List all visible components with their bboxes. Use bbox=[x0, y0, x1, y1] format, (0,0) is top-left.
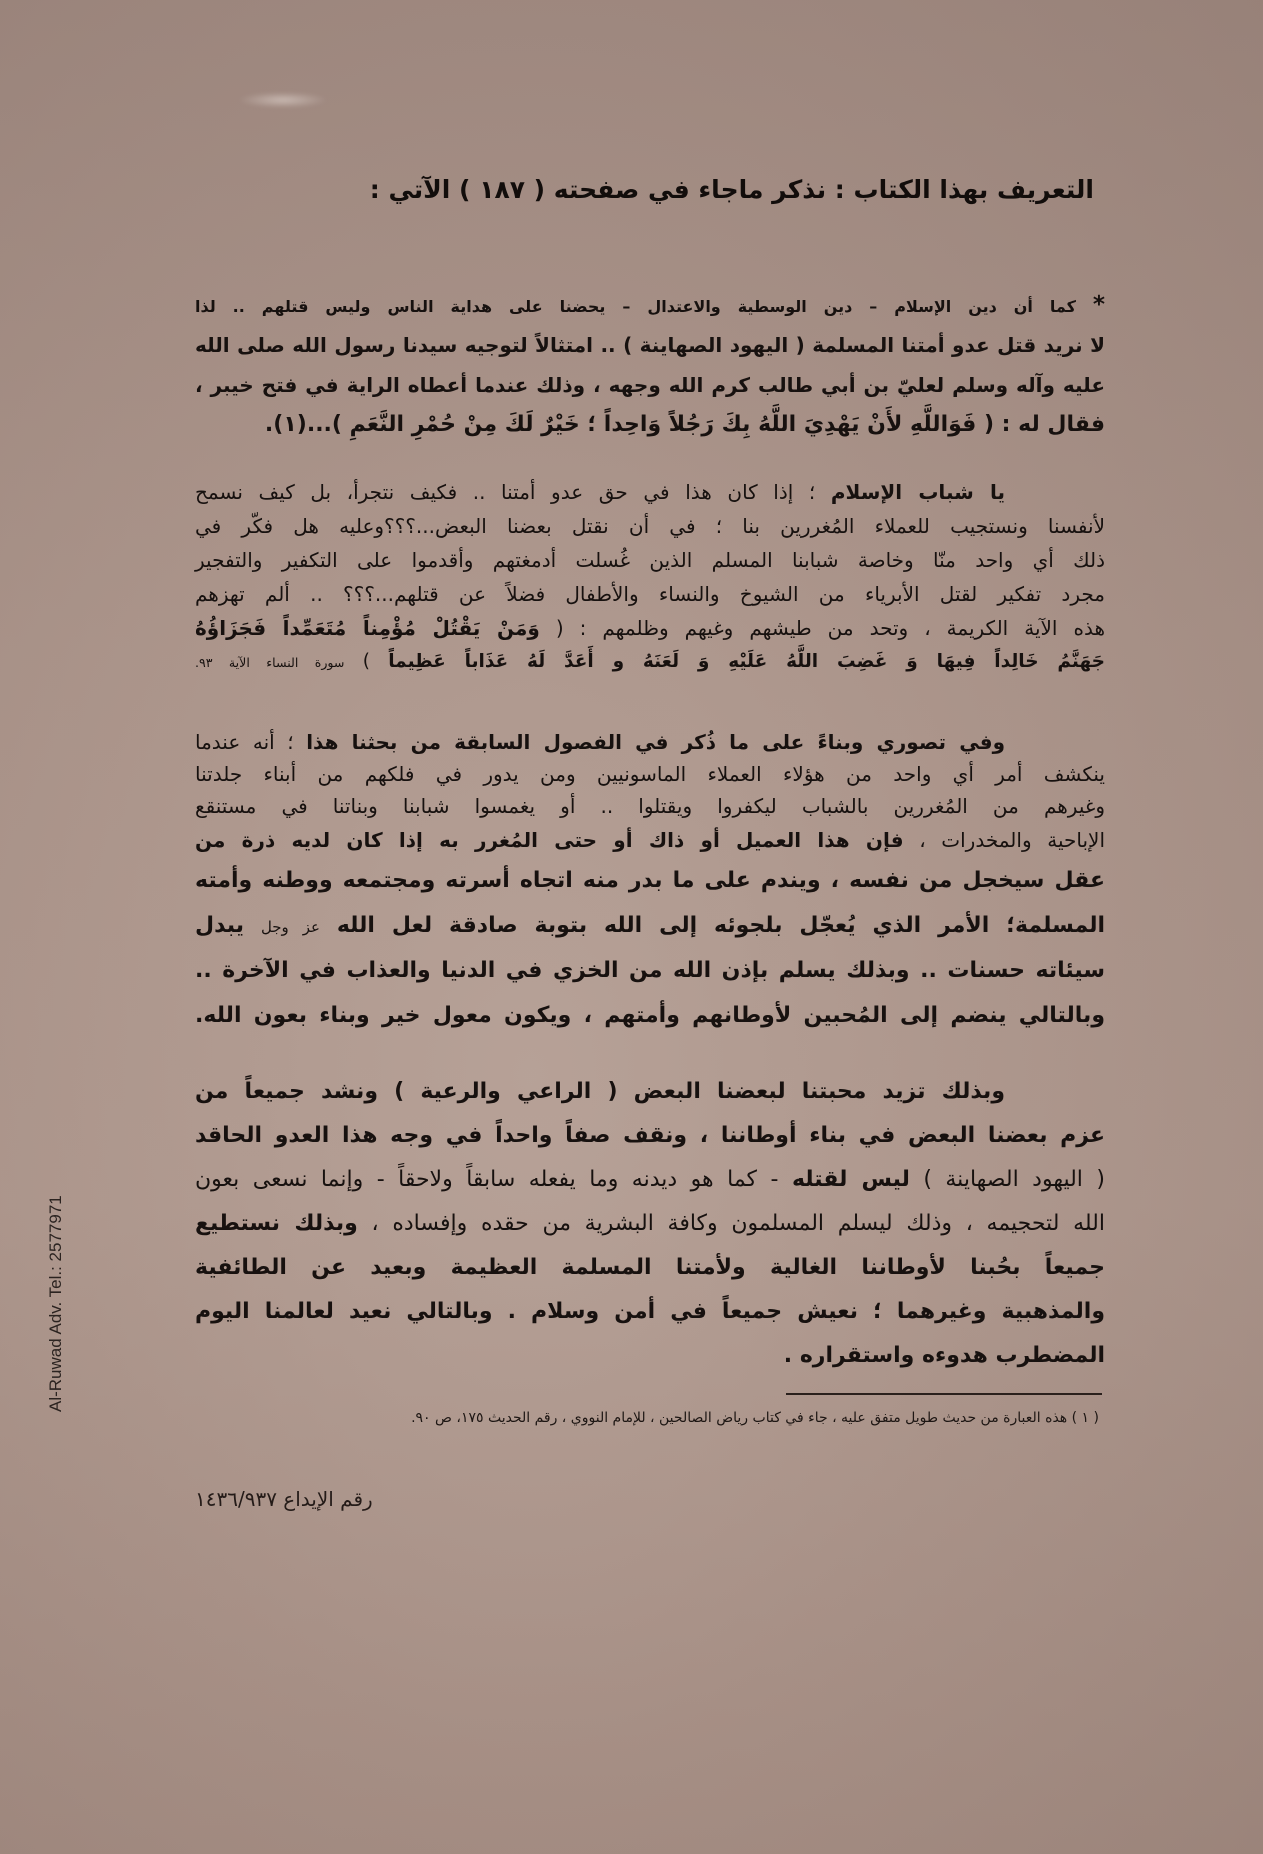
text-segment: جَهَنَّمُ خَالِداً فِيهَا وَ غَضِبَ اللَّهُ عَلَيْهِ وَ لَعَنَهُ و أَعَدَّ لَهُ عَذَاباً عَظِيماً bbox=[388, 651, 1105, 672]
text-segment: وبذلك تزيد محبتنا لبعضنا البعض ( الراعي والرعية ) ونشد جميعاً من bbox=[195, 1079, 1005, 1104]
paragraph-2-line-6 bbox=[195, 645, 1105, 679]
paragraph-1-line-1 bbox=[195, 285, 1105, 325]
text-segment: كما أن دين الإسلام – دين الوسطية والاعتدال – يحضنا على هداية الناس وليس قتلهم .. لذا bbox=[195, 297, 1093, 316]
paragraph-4-line-5 bbox=[195, 1246, 1105, 1290]
text-segment: فإن هذا العميل أو ذاك أو حتى المُغرر به إذا كان لديه ذرة من bbox=[195, 828, 904, 852]
text-segment: ذلك أي واحد منّا وخاصة شبابنا المسلم الذين غُسلت أدمغتهم وأقدموا على التكفير والتفجير bbox=[195, 548, 1105, 572]
paragraph-2-line-3 bbox=[195, 543, 1105, 577]
text-segment: فقال له : ( فَوَاللَّهِ لأَنْ يَهْدِيَ اللَّهُ بِكَ رَجُلاً وَاحِداً ؛ خَيْرٌ لَكَ مِنْ حُمْرِ النَّعَمِ )...(١). bbox=[264, 412, 1105, 437]
paragraph-3-line-6 bbox=[195, 903, 1105, 948]
paragraph-4-line-6 bbox=[195, 1290, 1105, 1334]
cover-heading: التعريف بهذا الكتاب : نذكر ماجاء في صفحته ( ١٨٧ ) الآتي : bbox=[369, 175, 1094, 204]
paragraph-2 bbox=[195, 475, 1105, 679]
text-segment: سيئاته حسنات .. وبذلك يسلم بإذن الله من الخزي في الدنيا والعذاب في الآخرة .. bbox=[195, 958, 1105, 983]
paragraph-4-line-2 bbox=[195, 1114, 1105, 1158]
text-segment: ينكشف أمر أي واحد من هؤلاء العملاء الماسونيين ومن يدور في فلكهم من أبناء جلدتنا bbox=[195, 762, 1105, 786]
publisher-credit: Al-Ruwad Adv. Tel.: 2577971 bbox=[46, 1195, 65, 1412]
text-segment: عزم بعضنا البعض في بناء أوطاننا ، ونقف صفاً واحداً في وجه هذا العدو الحاقد bbox=[195, 1123, 1105, 1148]
paragraph-3-line-1 bbox=[195, 726, 1105, 758]
paragraph-1-line-3 bbox=[195, 365, 1105, 405]
paragraph-1-line-2 bbox=[195, 325, 1105, 365]
paragraph-4-line-1 bbox=[195, 1070, 1105, 1114]
paragraph-3-line-4 bbox=[195, 822, 1105, 858]
text-segment: ) bbox=[344, 651, 389, 672]
paragraph-4-line-4 bbox=[195, 1202, 1105, 1246]
text-segment: ليس لقتله bbox=[791, 1167, 910, 1192]
text-segment: وبذلك نستطيع bbox=[195, 1211, 358, 1236]
paragraph-1 bbox=[195, 285, 1105, 445]
text-segment: ( اليهود الصهاينة ) bbox=[909, 1167, 1105, 1192]
text-segment: وفي تصوري وبناءً على ما ذُكر في الفصول السابقة من بحثنا هذا bbox=[306, 730, 1005, 754]
text-segment: وبالتالي ينضم إلى المُحبين لأوطانهم وأمتهم ، ويكون معول خير وبناء بعون الله. bbox=[195, 1003, 1105, 1028]
paragraph-2-line-1 bbox=[195, 475, 1105, 509]
text-segment: - كما هو ديدنه وما يفعله سابقاً ولاحقاً - وإنما نسعى بعون bbox=[195, 1167, 792, 1192]
text-segment: والمذهبية وغيرهما ؛ نعيش جميعاً في أمن وسلام . وبالتالي نعيد لعالمنا اليوم bbox=[195, 1299, 1105, 1324]
paragraph-4 bbox=[195, 1070, 1105, 1378]
text-segment: الإباحية والمخدرات ، bbox=[903, 828, 1106, 852]
paragraph-3-line-5 bbox=[195, 858, 1105, 903]
paragraph-4-line-3 bbox=[195, 1158, 1105, 1202]
footnote-divider bbox=[786, 1393, 1102, 1395]
paragraph-4-line-7 bbox=[195, 1334, 1105, 1378]
paragraph-3 bbox=[195, 726, 1105, 1038]
paragraph-2-line-4 bbox=[195, 577, 1105, 611]
text-segment: عليه وآله وسلم لعليّ بن أبي طالب كرم الله وجهه ، وذلك عندما أعطاه الراية في فتح خيبر ، bbox=[195, 373, 1105, 397]
text-segment: المسلمة؛ الأمر الذي يُعجّل بلجوئه إلى الله بتوبة صادقة لعل الله bbox=[319, 913, 1106, 938]
paragraph-3-line-7 bbox=[195, 948, 1105, 993]
text-segment: مجرد تفكير لقتل الأبرياء من الشيوخ والنساء والأطفال فضلاً عن قتلهم...؟؟؟ .. ألم تهزهم bbox=[195, 582, 1105, 606]
text-segment: ؛ إذا كان هذا في حق عدو أمتنا .. فكيف نتجرأ، بل كيف نسمح bbox=[195, 480, 831, 504]
text-segment: لأنفسنا ونستجيب للعملاء المُغررين بنا ؛ في أن نقتل بعضنا البعض...؟؟؟وعليه هل فكّر في bbox=[195, 514, 1105, 538]
paragraph-3-line-3 bbox=[195, 790, 1105, 822]
paper-smudge bbox=[238, 92, 328, 108]
text-segment: يا شباب الإسلام bbox=[830, 480, 1005, 504]
paragraph-3-line-8 bbox=[195, 993, 1105, 1038]
text-segment: عز وجل bbox=[260, 918, 320, 936]
text-segment: هذه الآية الكريمة ، وتحد من طيشهم وغيهم وظلمهم : ( bbox=[539, 616, 1106, 640]
paragraph-1-line-4 bbox=[195, 405, 1105, 445]
text-segment: لا نريد قتل عدو أمتنا المسلمة ( اليهود الصهاينة ) .. امتثالاً لتوجيه سيدنا رسول الله صلى الله bbox=[195, 333, 1105, 357]
paragraph-2-line-5 bbox=[195, 611, 1105, 645]
text-segment: وغيرهم من المُغررين بالشباب ليكفروا ويقتلوا .. أو يغمسوا شبابنا وبناتنا في مستنقع bbox=[195, 794, 1105, 818]
text-segment: ؛ أنه عندما bbox=[195, 730, 307, 754]
text-segment: الله لتحجيمه ، وذلك ليسلم المسلمون وكافة البشرية من حقده وإفساده ، bbox=[357, 1211, 1105, 1236]
text-segment: سورة النساء الآية ٩٣. bbox=[195, 655, 345, 670]
footnote: ( ١ ) هذه العبارة من حديث طويل متفق عليه ، جاء في كتاب رياض الصالحين ، للإمام النووي ، رقم الحديث ١٧٥، ص ٩٠. bbox=[411, 1410, 1099, 1426]
paragraph-3-line-2 bbox=[195, 758, 1105, 790]
asterisk-mark: * bbox=[1092, 291, 1105, 318]
text-segment: يبدل bbox=[195, 913, 261, 938]
deposit-number: رقم الإيداع ١٤٣٦/٩٣٧ bbox=[195, 1487, 373, 1511]
text-segment: عقل سيخجل من نفسه ، ويندم على ما بدر منه اتجاه أسرته ومجتمعه ووطنه وأمته bbox=[195, 868, 1105, 893]
paragraph-2-line-2 bbox=[195, 509, 1105, 543]
text-segment: وَمَنْ يَقْتُلْ مُؤْمِناً مُتَعَمِّداً فَجَزَاؤُهُ bbox=[195, 616, 540, 640]
text-segment: جميعاً بحُبنا لأوطاننا الغالية ولأمتنا المسلمة العظيمة وبعيد عن الطائفية bbox=[195, 1255, 1105, 1280]
text-segment: المضطرب هدوءه واستقراره . bbox=[783, 1343, 1105, 1368]
